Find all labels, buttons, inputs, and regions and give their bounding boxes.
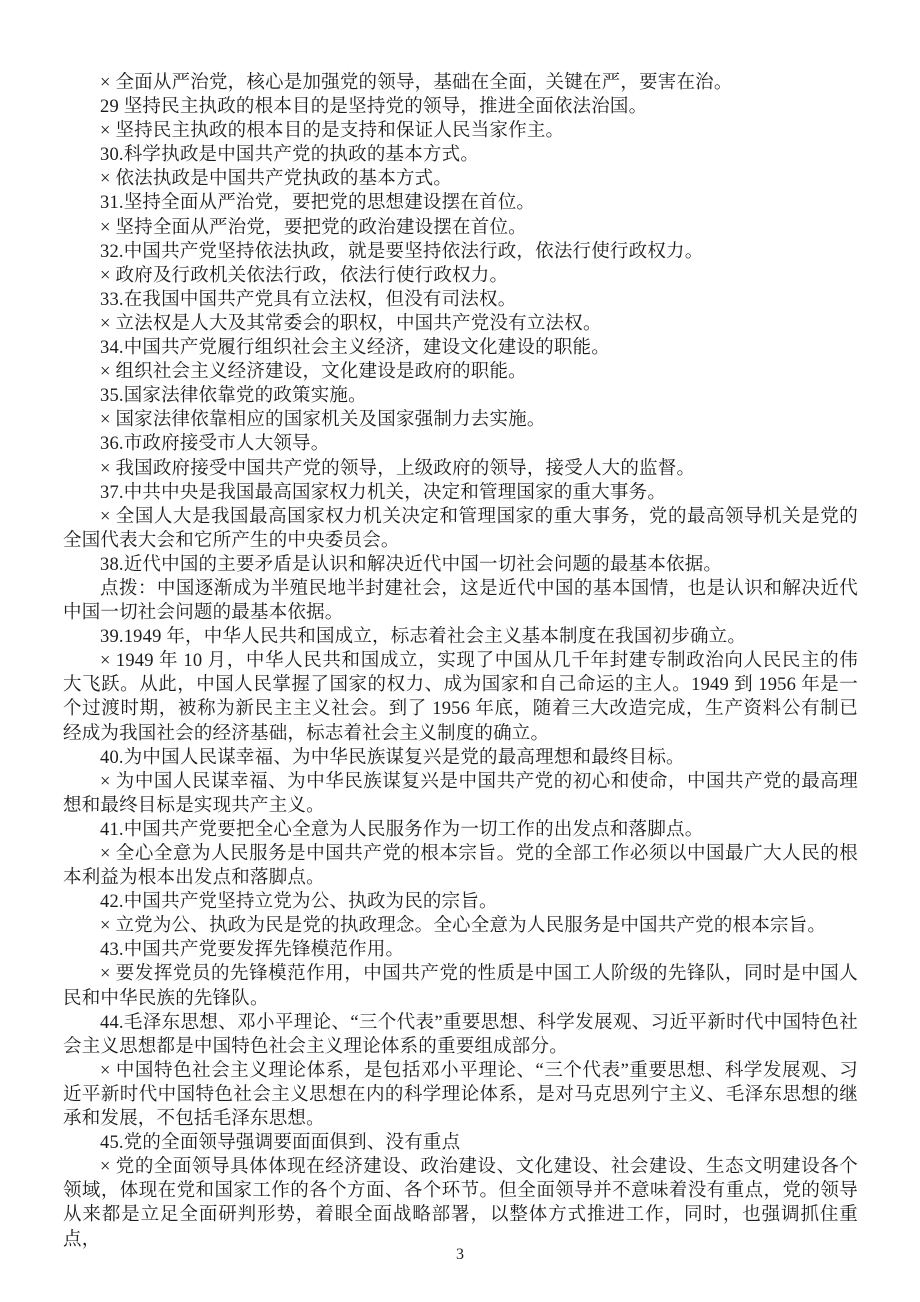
paragraph: 30.科学执政是中国共产党的执政的基本方式。 xyxy=(100,145,480,166)
paragraph: 31.坚持全面从严治党，要把党的思想建设摆在首位。 xyxy=(100,193,536,214)
paragraph: × 为中国人民谋幸福、为中华民族谋复兴是中国共产党的初心和使命，中国共产党的最高理想和最终目标是实现共产主义。 xyxy=(63,771,858,816)
paragraph: 32.中国共产党坚持依法执政，就是要坚持依法行政，依法行使行政权力。 xyxy=(100,241,704,262)
paragraph: × 立法权是人大及其常委会的职权，中国共产党没有立法权。 xyxy=(100,313,602,334)
page-footer xyxy=(0,1246,920,1264)
paragraph: × 政府及行政机关依法行政，依法行使行政权力。 xyxy=(100,265,509,286)
page-number: 3 xyxy=(456,1246,464,1263)
paragraph: 36.市政府接受市人大领导。 xyxy=(100,434,330,455)
paragraph: 34.中国共产党履行组织社会主义经济，建设文化建设的职能。 xyxy=(100,338,610,359)
paragraph: × 1949 年 10 月，中华人民共和国成立，实现了中国从几千年封建专制政治向人民民主的伟大飞跃。从此，中国人民掌握了国家的权力、成为国家和自己命运的主人。1949 到 1956 年是一个过渡时期，被称为新民主主义社会。到了 1956 年底，随着三大改造完成，生产资料公有制已经成为我国社会的经济基础，标志着社会主义制度的确立。 xyxy=(63,651,858,744)
paragraph: 38.近代中国的主要矛盾是认识和解决近代中国一切社会问题的最基本依据。 xyxy=(100,554,723,575)
paragraph: × 党的全面领导具体体现在经济建设、政治建设、文化建设、社会建设、生态文明建设各个领域，体现在党和国家工作的各个方面、各个环节。但全面领导并不意味着没有重点，党的领导从来都是立足全面研判形势，着眼全面战略部署，以整体方式推进工作，同时，也强调抓住重点， xyxy=(63,1157,858,1250)
paragraph: × 我国政府接受中国共产党的领导，上级政府的领导，接受人大的监督。 xyxy=(100,458,696,479)
paragraph: × 立党为公、执政为民是党的执政理念。全心全意为人民服务是中国共产党的根本宗旨。 xyxy=(100,916,827,937)
paragraph: × 全国人大是我国最高国家权力机关决定和管理国家的重大事务，党的最高领导机关是党的全国代表大会和它所产生的中央委员会。 xyxy=(63,506,858,551)
paragraph: 43.中国共产党要发挥先锋模范作用。 xyxy=(100,940,405,961)
paragraph: 29 坚持民主执政的根本目的是坚持党的领导，推进全面依法治国。 xyxy=(100,97,648,118)
paragraph: × 国家法律依靠相应的国家机关及国家强制力去实施。 xyxy=(100,410,546,431)
paragraph: × 依法执政是中国共产党执政的基本方式。 xyxy=(100,169,453,190)
paragraph: 点拨：中国逐渐成为半殖民地半封建社会，这是近代中国的基本国情，也是认识和解决近代中国一切社会问题的最基本依据。 xyxy=(63,578,858,624)
paragraph: 42.中国共产党坚持立党为公、执政为民的宗旨。 xyxy=(100,892,498,913)
paragraph: × 全面从严治党，核心是加强党的领导，基础在全面，关键在严，要害在治。 xyxy=(100,73,733,93)
paragraph: 39.1949 年，中华人民共和国成立，标志着社会主义基本制度在我国初步确立。 xyxy=(100,627,747,648)
paragraph: × 中国特色社会主义理论体系，是包括邓小平理论、“三个代表”重要思想、科学发展观、习近平新时代中国特色社会主义思想在内的科学理论体系，是对马克思列宁主义、毛泽东思想的继承和发展，不包括毛泽东思想。 xyxy=(63,1060,858,1130)
paragraph: 37.中共中央是我国最高国家权力机关，决定和管理国家的重大事务。 xyxy=(100,482,667,503)
paragraph: 35.国家法律依靠党的政策实施。 xyxy=(100,386,367,407)
paragraph: 44.毛泽东思想、邓小平理论、“三个代表”重要思想、科学发展观、习近平新时代中国特色社会主义思想都是中国特色社会主义理论体系的重要组成部分。 xyxy=(63,1012,858,1057)
paragraph: 33.在我国中国共产党具有立法权，但没有司法权。 xyxy=(100,289,517,310)
paragraph: 40.为中国人民谋幸福、为中华民族谋复兴是党的最高理想和最终目标。 xyxy=(100,747,685,768)
paragraph: × 全心全意为人民服务是中国共产党的根本宗旨。党的全部工作必须以中国最广大人民的根本利益为根本出发点和落脚点。 xyxy=(63,844,858,889)
paragraph: 41.中国共产党要把全心全意为人民服务作为一切工作的出发点和落脚点。 xyxy=(100,819,704,840)
paragraph: × 要发挥党员的先锋模范作用，中国共产党的性质是中国工人阶级的先锋队，同时是中国人民和中华民族的先锋队。 xyxy=(63,964,858,1009)
paragraph: × 组织社会主义经济建设，文化建设是政府的职能。 xyxy=(100,362,527,383)
document-page-body xyxy=(63,71,858,1252)
paragraph: 45.党的全面领导强调要面面俱到、没有重点 xyxy=(100,1133,461,1154)
paragraph: × 坚持全面从严治党，要把党的政治建设摆在首位。 xyxy=(100,217,527,238)
paragraph: × 坚持民主执政的根本目的是支持和保证人民当家作主。 xyxy=(100,121,565,142)
